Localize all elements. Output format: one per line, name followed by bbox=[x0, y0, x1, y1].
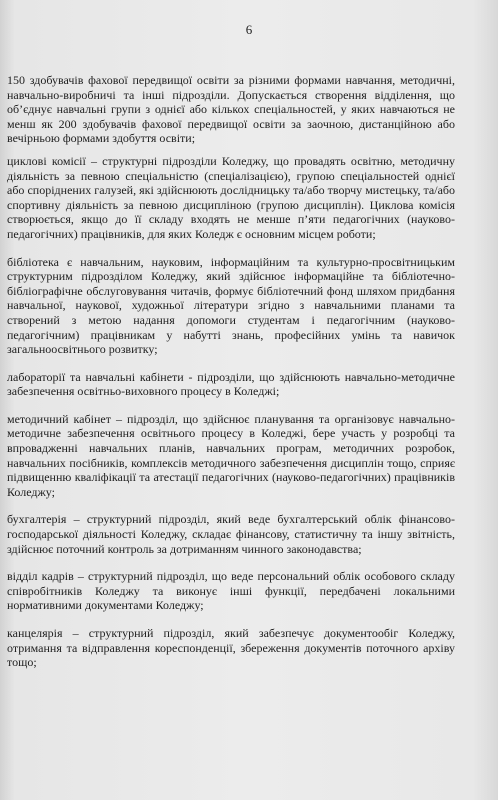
paragraph-laboratories: лабораторії та навчальні кабінети - підрозділи, що здійснюють навчально-методичне забезпечення освітньо-виховного процесу в Коледжі; bbox=[7, 369, 455, 399]
paragraph-chancellery: канцелярія – структурний підрозділ, який забезпечує документообіг Коледжу, отримання та відправлення кореспонденції, збереження документів поточного архіву тощо; bbox=[7, 626, 455, 670]
paragraph-cycle-commissions: циклові комісії – структурні підрозділи Коледжу, що провадять освітню, методичну діяльність за певною спеціальністю (спеціалізацією), групою спеціальностей однієї або споріднених галузей, які здійснюють дослідницьку та/або творчу мистецьку, та/або спортивну діяльність за певною дисципліною (групою дисциплін). Циклова комісія створюється, якщо до її складу входять не менше п’яти педагогічних (науково-педагогічних) працівників, для яких Коледж є основним місцем роботи; bbox=[7, 153, 455, 241]
document-body bbox=[7, 73, 455, 683]
paragraph-hr-department: відділ кадрів – структурний підрозділ, що веде персональний облік особового складу співробітників Коледжу та виконує інші функції, передбачені локальними нормативними документами Коледжу; bbox=[7, 569, 455, 613]
paragraph-methodical-office: методичний кабінет – підрозділ, що здійснює планування та організовує навчально-методичне забезпечення освітнього процесу в Коледжі, бере участь у розробці та впровадженні навчальних планів, навчальних програм, методичних розробок, навчальних посібників, комплексів методичного забезпечення дисциплін тощо, сприяє підвищенню кваліфікації та атестації педагогічних (науково-педагогічних) працівників Коледжу; bbox=[7, 411, 455, 499]
paragraph-department: 150 здобувачів фахової передвищої освіти за різними формами навчання, методичні, навчально-виробничі та інші підрозділи. Допускається створення відділення, що об’єднує навчальні групи з однієї або кількох спеціальностей, у яких навчаються не менш як 200 здобувачів фахової передвищої освіти за заочною, дистанційною або вечірньою формами здобуття освіти; bbox=[7, 73, 455, 146]
page-number: 6 bbox=[245, 22, 253, 37]
paragraph-library: бібліотека є навчальним, науковим, інформаційним та культурно-просвітницьким структурним підрозділом Коледжу, який здійснює інформаційне та бібліотечно-бібліографічне обслуговування читачів, формує бібліотечний фонд шляхом придбання навчальної, наукової, художньої літератури згідно з навчальними планами та створений з метою надання допомоги студентам і педагогічним (науково-педагогічним) працівникам у набутті знань, професійних умінь та навичок загальноосвітнього розвитку; bbox=[7, 254, 455, 357]
paragraph-accounting: бухгалтерія – структурний підрозділ, який веде бухгалтерський облік фінансово-господарської діяльності Коледжу, складає фінансову, статистичну та іншу звітність, здійснює поточний контроль за дотриманням чинного законодавства; bbox=[7, 512, 455, 556]
